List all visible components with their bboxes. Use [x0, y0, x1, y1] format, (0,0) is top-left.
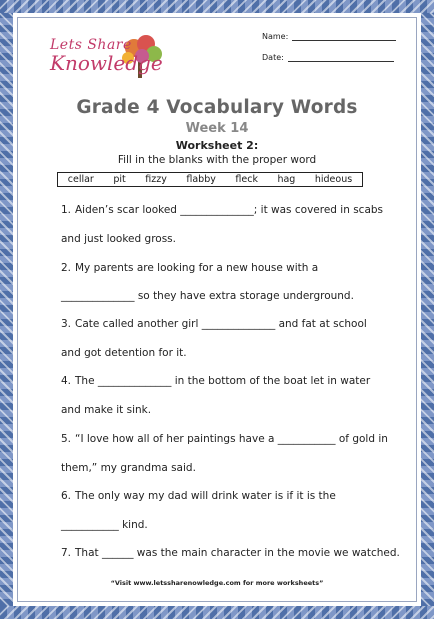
- logo-line-2: Knowledge: [50, 51, 163, 75]
- question-1-line-1: [61, 204, 384, 216]
- word-bank-item: flabby: [186, 174, 216, 185]
- question-2-line-2: ______________ so they have extra storage underground.: [61, 290, 354, 302]
- logo-line-1: Lets Share: [50, 37, 132, 53]
- question-text: Aiden’s scar looked ______________; it was covered in scabs: [75, 204, 384, 216]
- word-bank-item: fizzy: [145, 174, 167, 185]
- question-number: 3.: [61, 318, 72, 330]
- question-3-line-2: and got detention for it.: [61, 347, 187, 359]
- question-4-line-2: and make it sink.: [61, 404, 152, 416]
- question-number: 6.: [61, 490, 72, 502]
- page-border-top: [0, 0, 434, 13]
- question-text: That ______ was the main character in the movie we watched.: [75, 547, 400, 559]
- word-bank-item: pit: [113, 174, 126, 185]
- name-field[interactable]: [262, 32, 396, 41]
- week-label: Week 14: [185, 121, 249, 136]
- word-bank-item: hag: [277, 174, 296, 185]
- word-bank-item: cellar: [67, 174, 94, 185]
- footer-note: “Visit www.letssharenowledge.com for more worksheets”: [110, 579, 324, 587]
- page-border-bottom: [0, 606, 434, 619]
- question-number: 4.: [61, 375, 72, 387]
- question-text: “I love how all of her paintings have a ___________ of gold in: [75, 433, 388, 445]
- name-label: Name:: [262, 32, 289, 41]
- question-number: 5.: [61, 433, 72, 445]
- date-label: Date:: [262, 53, 284, 62]
- question-text: The only way my dad will drink water is if it is the: [75, 490, 336, 502]
- question-text: Cate called another girl ______________ and fat at school: [75, 318, 367, 330]
- question-7-line-1: [61, 547, 400, 559]
- question-1-line-2: and just looked gross.: [61, 233, 176, 245]
- word-bank-item: hideous: [314, 174, 353, 185]
- question-number: 7.: [61, 547, 72, 559]
- question-text: The ______________ in the bottom of the boat let in water: [75, 375, 371, 387]
- word-bank-item: fleck: [235, 174, 258, 185]
- question-4-line-1: [61, 375, 381, 387]
- logo-text: [50, 38, 163, 73]
- worksheet-number: Worksheet 2:: [175, 139, 259, 152]
- question-text: My parents are looking for a new house with a: [75, 262, 319, 274]
- question-2-line-1: [61, 262, 381, 274]
- lets-share-knowledge-logo: [50, 26, 180, 86]
- date-field[interactable]: [262, 53, 394, 62]
- question-6-line-1: [61, 490, 381, 502]
- question-6-line-2: ___________ kind.: [61, 519, 148, 531]
- question-5-line-1: [61, 433, 388, 445]
- question-number: 1.: [61, 204, 72, 216]
- question-number: 2.: [61, 262, 72, 274]
- instructions: Fill in the blanks with the proper word: [117, 154, 317, 166]
- word-bank: [57, 172, 363, 187]
- name-line[interactable]: [292, 40, 396, 41]
- date-line[interactable]: [288, 61, 394, 62]
- worksheet-title: Grade 4 Vocabulary Words: [76, 97, 358, 118]
- question-3-line-1: [61, 318, 381, 330]
- question-5-line-2: them,” my grandma said.: [61, 462, 196, 474]
